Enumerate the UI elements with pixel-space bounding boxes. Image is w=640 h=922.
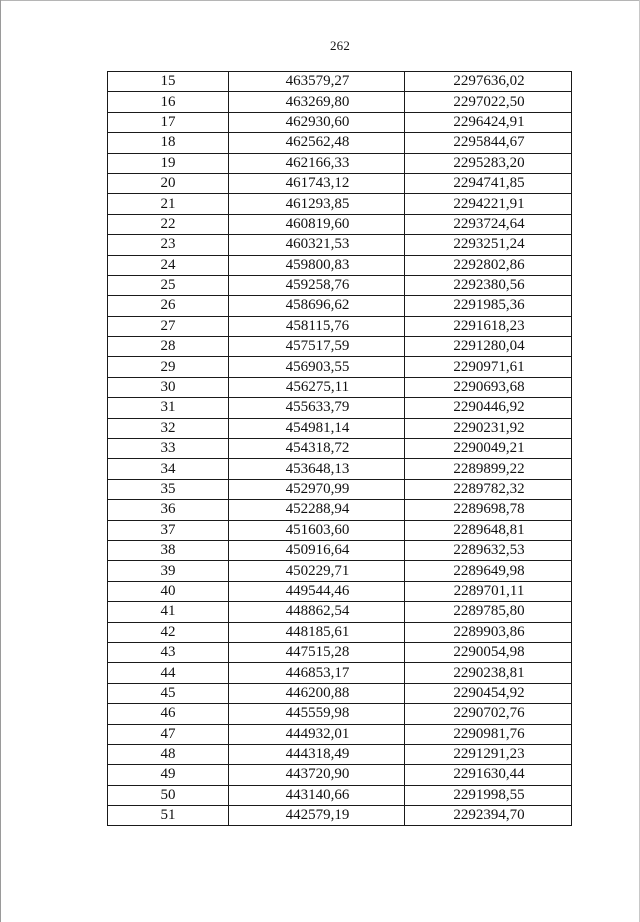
y-coordinate-cell: 2295283,20 [405, 153, 572, 173]
x-coordinate-cell: 448185,61 [229, 622, 405, 642]
point-number-cell: 51 [108, 806, 229, 826]
point-number-cell: 18 [108, 133, 229, 153]
table-row [108, 744, 572, 764]
table-row [108, 316, 572, 336]
point-number-cell: 45 [108, 683, 229, 703]
y-coordinate-cell: 2289632,53 [405, 540, 572, 560]
point-number-cell: 37 [108, 520, 229, 540]
y-coordinate-cell: 2291291,23 [405, 744, 572, 764]
table-row [108, 459, 572, 479]
table-row [108, 704, 572, 724]
x-coordinate-cell: 460321,53 [229, 235, 405, 255]
point-number-cell: 15 [108, 72, 229, 92]
point-number-cell: 17 [108, 112, 229, 132]
y-coordinate-cell: 2290446,92 [405, 398, 572, 418]
point-number-cell: 50 [108, 785, 229, 805]
x-coordinate-cell: 450229,71 [229, 561, 405, 581]
x-coordinate-cell: 445559,98 [229, 704, 405, 724]
coordinates-table [107, 71, 572, 826]
point-number-cell: 21 [108, 194, 229, 214]
table-row [108, 520, 572, 540]
point-number-cell: 26 [108, 296, 229, 316]
x-coordinate-cell: 460819,60 [229, 214, 405, 234]
point-number-cell: 46 [108, 704, 229, 724]
table-row [108, 806, 572, 826]
table-row [108, 275, 572, 295]
y-coordinate-cell: 2291618,23 [405, 316, 572, 336]
y-coordinate-cell: 2291985,36 [405, 296, 572, 316]
x-coordinate-cell: 452288,94 [229, 500, 405, 520]
y-coordinate-cell: 2289698,78 [405, 500, 572, 520]
point-number-cell: 39 [108, 561, 229, 581]
scan-edge-top [0, 0, 640, 1]
y-coordinate-cell: 2292802,86 [405, 255, 572, 275]
x-coordinate-cell: 444318,49 [229, 744, 405, 764]
table-row [108, 683, 572, 703]
y-coordinate-cell: 2289648,81 [405, 520, 572, 540]
x-coordinate-cell: 452970,99 [229, 479, 405, 499]
point-number-cell: 44 [108, 663, 229, 683]
x-coordinate-cell: 455633,79 [229, 398, 405, 418]
point-number-cell: 41 [108, 602, 229, 622]
y-coordinate-cell: 2297636,02 [405, 72, 572, 92]
x-coordinate-cell: 442579,19 [229, 806, 405, 826]
x-coordinate-cell: 462562,48 [229, 133, 405, 153]
y-coordinate-cell: 2291280,04 [405, 337, 572, 357]
y-coordinate-cell: 2292380,56 [405, 275, 572, 295]
table-row [108, 72, 572, 92]
table-row [108, 439, 572, 459]
point-number-cell: 49 [108, 765, 229, 785]
x-coordinate-cell: 462166,33 [229, 153, 405, 173]
y-coordinate-cell: 2289701,11 [405, 581, 572, 601]
x-coordinate-cell: 444932,01 [229, 724, 405, 744]
table-row [108, 398, 572, 418]
y-coordinate-cell: 2289782,32 [405, 479, 572, 499]
y-coordinate-cell: 2289649,98 [405, 561, 572, 581]
x-coordinate-cell: 453648,13 [229, 459, 405, 479]
table-row [108, 112, 572, 132]
x-coordinate-cell: 459800,83 [229, 255, 405, 275]
table-row [108, 133, 572, 153]
x-coordinate-cell: 463579,27 [229, 72, 405, 92]
table-row [108, 663, 572, 683]
x-coordinate-cell: 461293,85 [229, 194, 405, 214]
x-coordinate-cell: 456903,55 [229, 357, 405, 377]
table-row [108, 377, 572, 397]
x-coordinate-cell: 449544,46 [229, 581, 405, 601]
x-coordinate-cell: 463269,80 [229, 92, 405, 112]
x-coordinate-cell: 446200,88 [229, 683, 405, 703]
x-coordinate-cell: 448862,54 [229, 602, 405, 622]
point-number-cell: 32 [108, 418, 229, 438]
table-row [108, 337, 572, 357]
y-coordinate-cell: 2296424,91 [405, 112, 572, 132]
point-number-cell: 43 [108, 642, 229, 662]
point-number-cell: 38 [108, 540, 229, 560]
point-number-cell: 42 [108, 622, 229, 642]
y-coordinate-cell: 2290971,61 [405, 357, 572, 377]
y-coordinate-cell: 2290981,76 [405, 724, 572, 744]
x-coordinate-cell: 458115,76 [229, 316, 405, 336]
x-coordinate-cell: 454318,72 [229, 439, 405, 459]
x-coordinate-cell: 443720,90 [229, 765, 405, 785]
y-coordinate-cell: 2289903,86 [405, 622, 572, 642]
table-row [108, 418, 572, 438]
y-coordinate-cell: 2293251,24 [405, 235, 572, 255]
table-row [108, 581, 572, 601]
table-row [108, 173, 572, 193]
table-row [108, 479, 572, 499]
table-row [108, 357, 572, 377]
point-number-cell: 48 [108, 744, 229, 764]
table-row [108, 296, 572, 316]
point-number-cell: 30 [108, 377, 229, 397]
table-row [108, 765, 572, 785]
point-number-cell: 24 [108, 255, 229, 275]
y-coordinate-cell: 2290693,68 [405, 377, 572, 397]
point-number-cell: 36 [108, 500, 229, 520]
table-row [108, 255, 572, 275]
table-row [108, 500, 572, 520]
x-coordinate-cell: 458696,62 [229, 296, 405, 316]
table-row [108, 602, 572, 622]
point-number-cell: 35 [108, 479, 229, 499]
scan-edge-left [0, 0, 1, 922]
x-coordinate-cell: 451603,60 [229, 520, 405, 540]
coordinates-table-body [108, 72, 572, 826]
point-number-cell: 27 [108, 316, 229, 336]
y-coordinate-cell: 2290049,21 [405, 439, 572, 459]
point-number-cell: 28 [108, 337, 229, 357]
table-row [108, 214, 572, 234]
point-number-cell: 16 [108, 92, 229, 112]
table-row [108, 785, 572, 805]
point-number-cell: 20 [108, 173, 229, 193]
y-coordinate-cell: 2290454,92 [405, 683, 572, 703]
x-coordinate-cell: 461743,12 [229, 173, 405, 193]
point-number-cell: 23 [108, 235, 229, 255]
table-row [108, 642, 572, 662]
point-number-cell: 47 [108, 724, 229, 744]
x-coordinate-cell: 457517,59 [229, 337, 405, 357]
y-coordinate-cell: 2297022,50 [405, 92, 572, 112]
x-coordinate-cell: 450916,64 [229, 540, 405, 560]
point-number-cell: 19 [108, 153, 229, 173]
point-number-cell: 29 [108, 357, 229, 377]
table-row [108, 724, 572, 744]
x-coordinate-cell: 454981,14 [229, 418, 405, 438]
x-coordinate-cell: 462930,60 [229, 112, 405, 132]
y-coordinate-cell: 2290238,81 [405, 663, 572, 683]
point-number-cell: 34 [108, 459, 229, 479]
x-coordinate-cell: 459258,76 [229, 275, 405, 295]
y-coordinate-cell: 2291998,55 [405, 785, 572, 805]
point-number-cell: 22 [108, 214, 229, 234]
y-coordinate-cell: 2291630,44 [405, 765, 572, 785]
table-row [108, 540, 572, 560]
x-coordinate-cell: 443140,66 [229, 785, 405, 805]
y-coordinate-cell: 2294741,85 [405, 173, 572, 193]
x-coordinate-cell: 446853,17 [229, 663, 405, 683]
table-row [108, 235, 572, 255]
y-coordinate-cell: 2289899,22 [405, 459, 572, 479]
y-coordinate-cell: 2290231,92 [405, 418, 572, 438]
page-number: 262 [329, 38, 351, 53]
x-coordinate-cell: 447515,28 [229, 642, 405, 662]
y-coordinate-cell: 2292394,70 [405, 806, 572, 826]
table-row [108, 194, 572, 214]
table-row [108, 622, 572, 642]
y-coordinate-cell: 2289785,80 [405, 602, 572, 622]
y-coordinate-cell: 2293724,64 [405, 214, 572, 234]
table-row [108, 92, 572, 112]
point-number-cell: 25 [108, 275, 229, 295]
y-coordinate-cell: 2295844,67 [405, 133, 572, 153]
table-row [108, 561, 572, 581]
point-number-cell: 31 [108, 398, 229, 418]
y-coordinate-cell: 2290702,76 [405, 704, 572, 724]
point-number-cell: 33 [108, 439, 229, 459]
table-row [108, 153, 572, 173]
x-coordinate-cell: 456275,11 [229, 377, 405, 397]
y-coordinate-cell: 2294221,91 [405, 194, 572, 214]
point-number-cell: 40 [108, 581, 229, 601]
y-coordinate-cell: 2290054,98 [405, 642, 572, 662]
